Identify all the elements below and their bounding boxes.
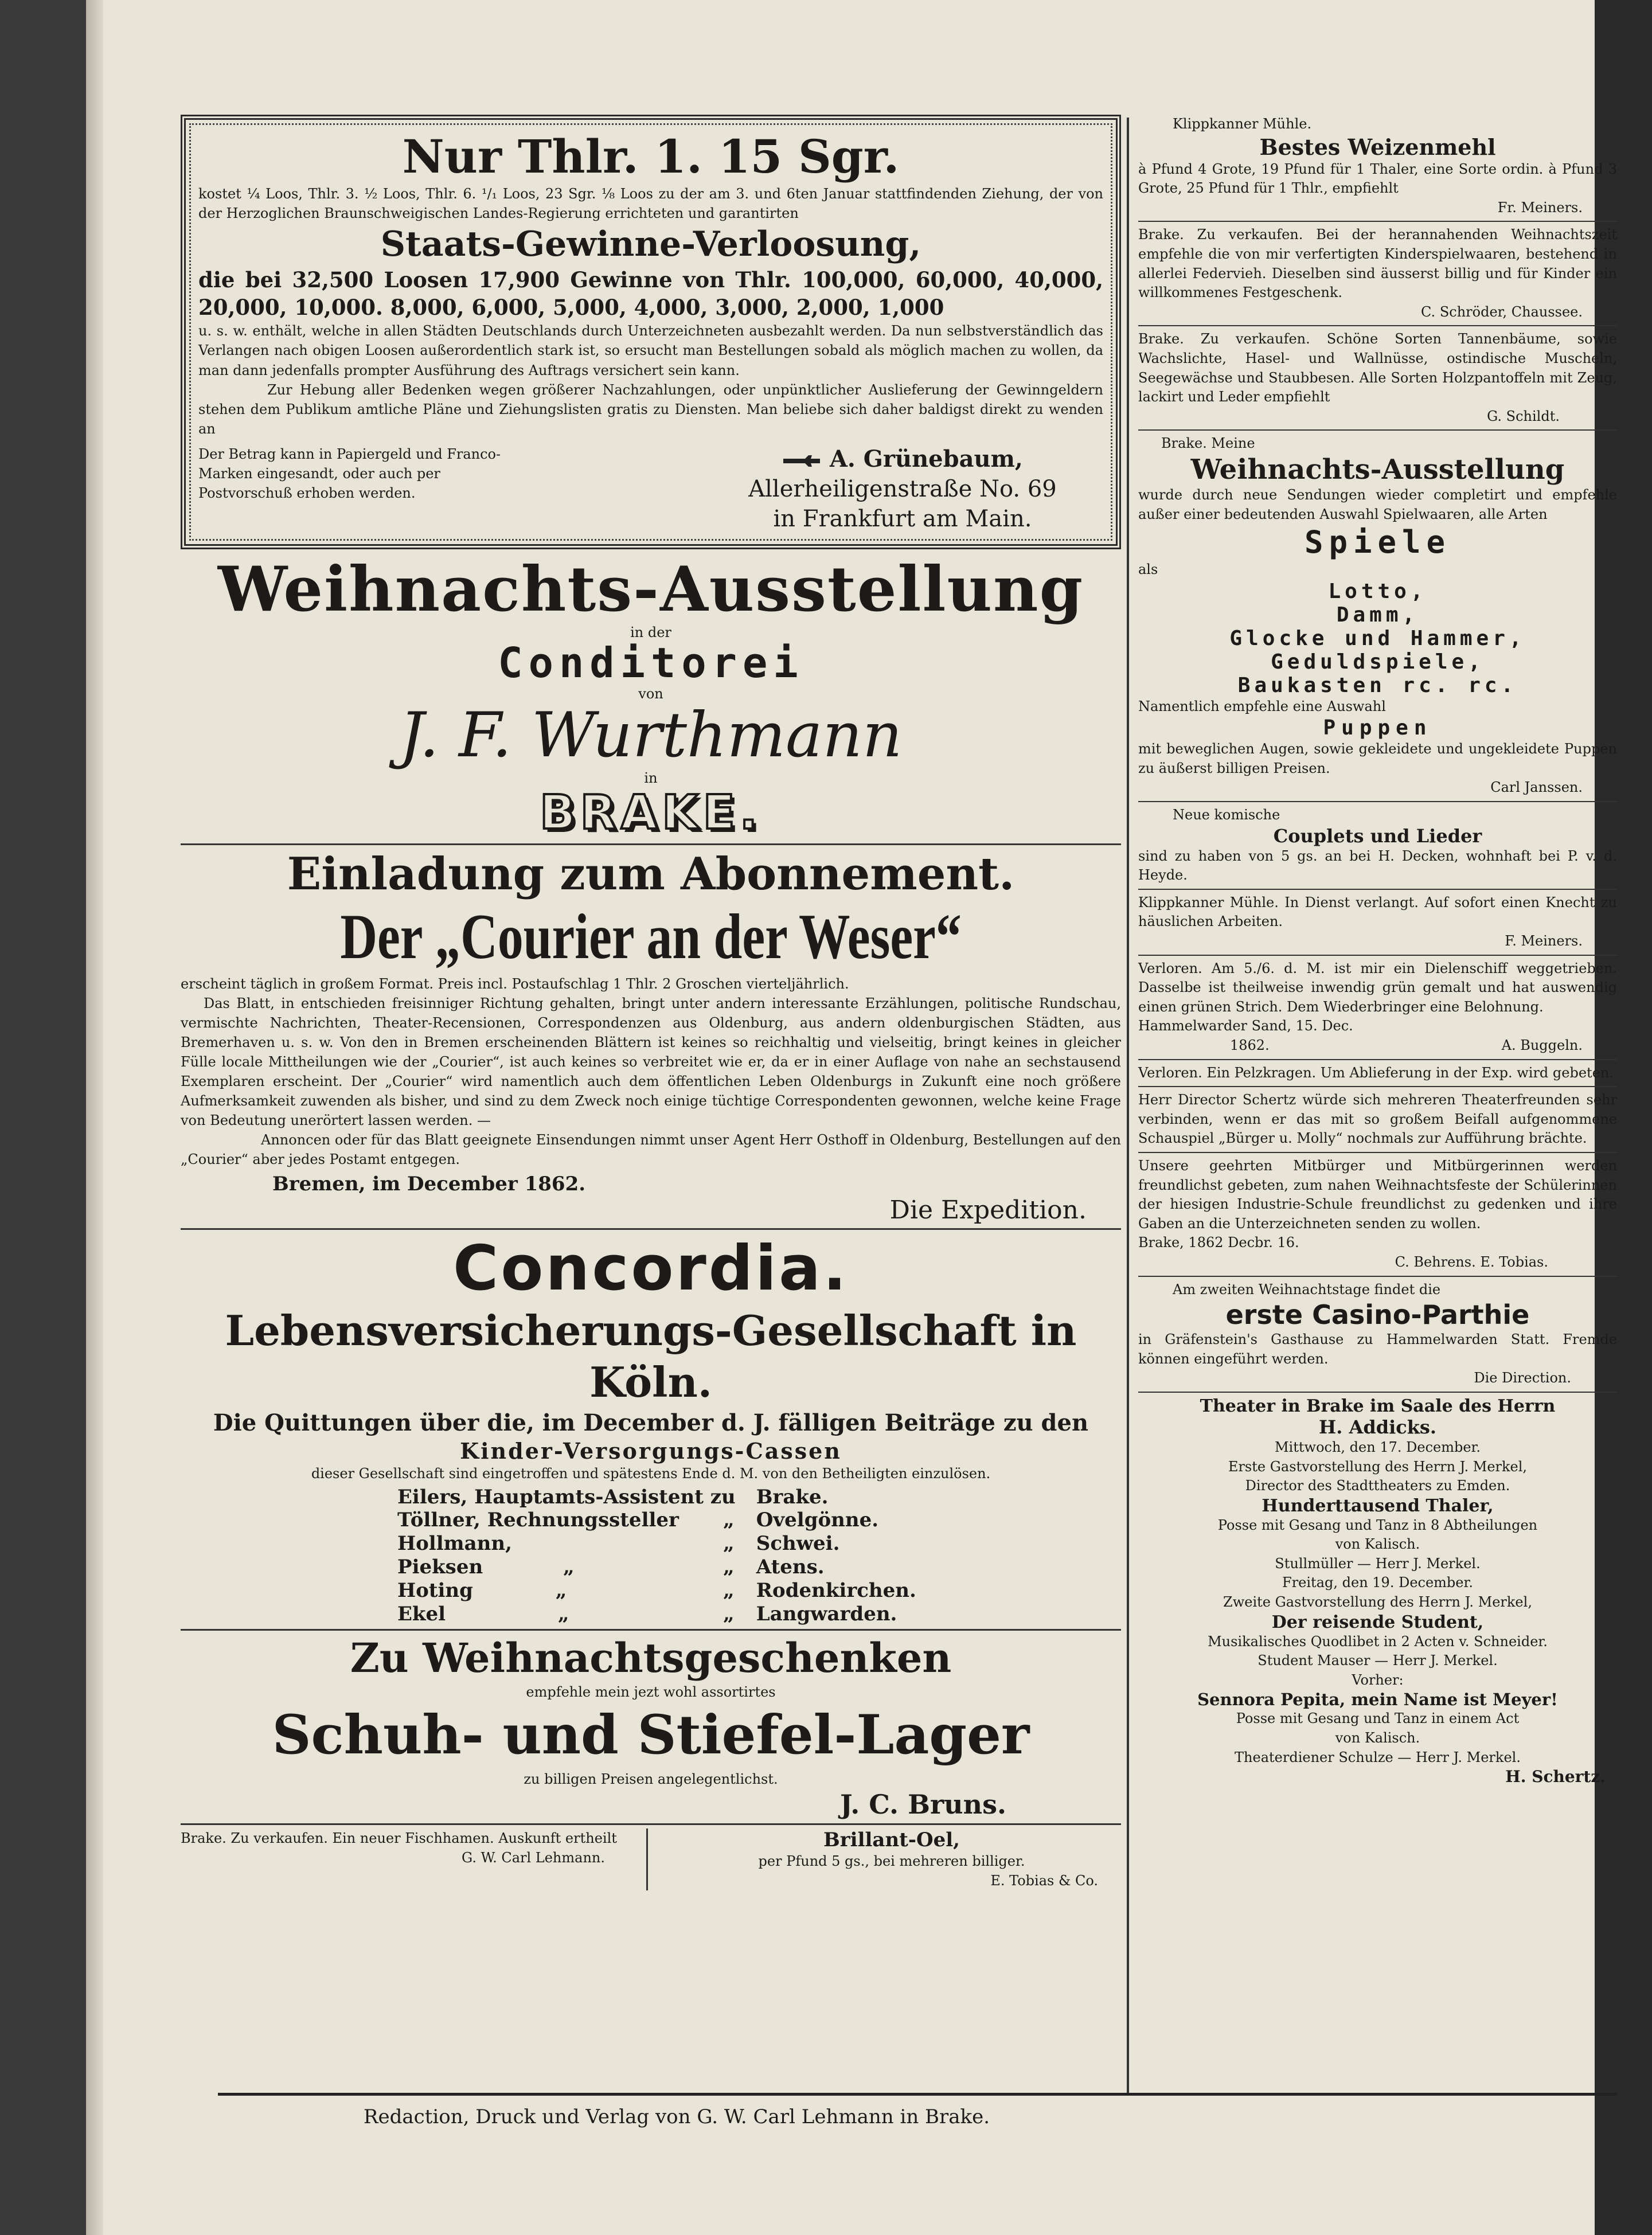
theater-l1: Erste Gastvorstellung des Herrn J. Merkel, bbox=[1228, 1458, 1528, 1475]
janssen-item: Damm, bbox=[1336, 603, 1419, 627]
janssen-spiele: Spiele bbox=[1304, 524, 1451, 561]
courier-signature: Die Expedition. bbox=[889, 1195, 1087, 1225]
theater-vorher: Vorher: bbox=[1352, 1671, 1404, 1688]
ditto-mark: „ bbox=[723, 1578, 735, 1602]
theater-sign: H. Schertz. bbox=[1505, 1767, 1606, 1787]
theater-date1: Mittwoch, den 17. December. bbox=[1274, 1439, 1481, 1455]
wurthmann-name: J. F. Wurthmann bbox=[399, 699, 903, 771]
janssen-lead: Brake. Meine bbox=[1161, 435, 1255, 452]
wurthmann-in-der: in der bbox=[630, 624, 671, 640]
agent-name bbox=[387, 1579, 712, 1603]
theater-title: Theater in Brake im Saale des Herrn bbox=[1200, 1396, 1556, 1416]
casino-title: erste Casino-Parthie bbox=[1225, 1299, 1530, 1331]
schertz-request-ad: Herr Director Schertz würde sich mehreren Theaterfreunden sehr verbinden, wenn er das mit so großem Beifall aufgenommene Schauspiel „Bürger u. Molly“ nochmals zur Aufführung brächte. bbox=[1138, 1092, 1617, 1147]
bruns-ad bbox=[181, 1634, 1121, 1820]
brillant-oel-sign: E. Tobias & Co. bbox=[990, 1873, 1098, 1889]
brillant-oel-title: Brillant-Oel, bbox=[823, 1828, 960, 1852]
agent-place: Langwarden. bbox=[756, 1602, 897, 1626]
divider bbox=[1138, 955, 1617, 956]
courier-p1: erscheint täglich in großem Format. Preis incl. Postaufschlag 1 Thlr. 2 Groschen vierteljährlich. bbox=[181, 975, 849, 992]
janssen-ad bbox=[1138, 434, 1617, 798]
divider bbox=[1138, 1392, 1617, 1393]
agent-row bbox=[387, 1486, 927, 1509]
couplets-lead: Neue komische bbox=[1173, 807, 1280, 823]
janssen-puppen: Puppen bbox=[1323, 716, 1432, 740]
ditto-mark: „ bbox=[555, 1578, 567, 1602]
janssen-sign: Carl Janssen. bbox=[1490, 779, 1583, 796]
divider bbox=[1138, 1276, 1617, 1277]
bruns-line: empfehle mein jezt wohl assortirtes bbox=[526, 1684, 776, 1701]
theater-l10: von Kalisch. bbox=[1335, 1730, 1420, 1746]
lottery-intro: kostet ¼ Loos, Thlr. 3. ½ Loos, Thlr. 6. ¹/₁ Loos, 23 Sgr. ⅛ Loos zu der am 3. und 6ten Januar stattfindenden Ziehung, der von der Herzoglichen Braunschweigischen Landes-Regierung errichteten und garantirten bbox=[198, 186, 1103, 222]
agent-name: Hollmann, bbox=[397, 1532, 512, 1556]
theater-l2: Director des Stadttheaters zu Emden. bbox=[1245, 1478, 1510, 1494]
theater-l6: Zweite Gastvorstellung des Herrn J. Merkel, bbox=[1223, 1594, 1532, 1611]
janssen-namentlich: Namentlich empfehle eine Auswahl bbox=[1138, 698, 1386, 714]
agent-name: Töllner, Rechnungssteller bbox=[397, 1509, 679, 1532]
courier-p3: Annoncen oder für das Blatt geeignete Einsendungen nimmt unser Agent Herr Osthoff in Oldenburg, Bestellungen auf den „Courier“ aber jedes Postamt entgegen. bbox=[181, 1132, 1121, 1168]
wurthmann-conditorei: Conditorei bbox=[498, 638, 804, 687]
theater-play2: Der reisende Student, bbox=[1271, 1612, 1484, 1632]
concordia-agents bbox=[387, 1486, 927, 1626]
agent-place: Atens. bbox=[756, 1555, 825, 1578]
divider bbox=[181, 843, 1121, 845]
theater-ad bbox=[1138, 1396, 1617, 1786]
lottery-title: Staats-Gewinne-Verloosung, bbox=[380, 224, 921, 265]
theater-l5: Stullmüller — Herr J. Merkel. bbox=[1275, 1555, 1481, 1572]
casino-text: in Gräfenstein's Gasthause zu Hammelwarden Statt. Fremde können eingeführt werden. bbox=[1138, 1331, 1617, 1367]
agent-street: Allerheiligenstraße No. 69 bbox=[748, 475, 1057, 502]
buggeln-year: 1862. bbox=[1230, 1037, 1270, 1053]
theater-l11: Theaterdiener Schulze — Herr J. Merkel. bbox=[1235, 1749, 1521, 1765]
column-rule bbox=[1127, 118, 1129, 2096]
schroeder-ad bbox=[1138, 225, 1617, 322]
divider bbox=[181, 1629, 1121, 1631]
lottery-footer bbox=[198, 444, 1103, 534]
agent-name-text: Ekel bbox=[397, 1602, 446, 1626]
agent-name: Eilers, Hauptamts-Assistent zu bbox=[397, 1485, 736, 1509]
wurthmann-in: in bbox=[644, 769, 658, 786]
ditto-mark: „ bbox=[558, 1602, 569, 1626]
janssen-item: Geduldspiele, bbox=[1271, 650, 1485, 674]
couplets-title: Couplets und Lieder bbox=[1273, 825, 1482, 847]
agent-place: Rodenkirchen. bbox=[756, 1578, 916, 1602]
behrens-date: Brake, 1862 Decbr. 16. bbox=[1138, 1234, 1299, 1251]
theater-l8: Student Mauser — Herr J. Merkel. bbox=[1257, 1652, 1498, 1669]
courier-p2: Das Blatt, in entschieden freisinniger Richtung gehalten, bringt unter andern interessante Erzählungen, politische Rundschau, vermischte Nachrichten, Theater-Recensionen, Correspondenzen aus Oldenburg, aus andern oldenburgischen Städten, aus Bremerhaven u. s. w. Von den in Bremen erscheinenden Blättern ist keines so reichhaltig und vielseitig, bringt keines in gleicher Fülle locale Mittheilungen wie der „Courier“, ist auch keines so verbreitet wie er, da er in einer Auflage von nahe an sechstausend Exemplaren erscheint. Der „Courier“ wird namentlich auch dem öffentlichen Leben Oldenburgs in Zukunft eine noch größere Aufmerksamkeit zuwenden als bisher, und sind zu dem Zweck noch einige tüchtige Correspondenten gewonnen, welche keine Frage von Bedeutung unerörtert lassen werden. — bbox=[181, 995, 1121, 1129]
imprint: Redaction, Druck und Verlag von G. W. Carl Lehmann in Brake. bbox=[363, 2105, 990, 2128]
buggeln-sign: A. Buggeln. bbox=[1501, 1037, 1583, 1053]
brillant-oel-ad bbox=[662, 1828, 1121, 1890]
theater-l4: von Kalisch. bbox=[1335, 1536, 1420, 1553]
theater-owner: H. Addicks. bbox=[1318, 1416, 1437, 1438]
agent-row bbox=[387, 1532, 927, 1556]
pelz-ad: Verloren. Ein Pelzkragen. Um Ablieferung in der Exp. wird gebeten. bbox=[1138, 1064, 1614, 1081]
schildt-sign: G. Schildt. bbox=[1487, 408, 1560, 424]
agent-place: Brake. bbox=[756, 1485, 829, 1509]
couplets-text: sind zu haben von 5 gs. an bei H. Decken, wohnhaft bei P. v. d. Heyde. bbox=[1138, 847, 1617, 884]
buggeln-signrow bbox=[1138, 1036, 1617, 1056]
bruns-title: Schuh- und Stiefel-Lager bbox=[272, 1703, 1030, 1767]
ditto-mark: „ bbox=[723, 1555, 735, 1578]
janssen-item: Glocke und Hammer, bbox=[1229, 626, 1526, 650]
theater-play3: Sennora Pepita, mein Name ist Meyer! bbox=[1197, 1690, 1558, 1710]
fischhamen-ad bbox=[181, 1828, 648, 1890]
divider bbox=[1138, 325, 1617, 326]
meiners-text: à Pfund 4 Grote, 19 Pfund für 1 Thaler, eine Sorte ordin. à Pfund 3 Grote, 25 Pfund für 1 Thlr., empfiehlt bbox=[1138, 161, 1617, 197]
meiners-knecht-ad bbox=[1138, 893, 1617, 951]
janssen-items bbox=[1138, 580, 1617, 697]
buggeln-place: Hammelwarder Sand, 15. Dec. bbox=[1138, 1018, 1353, 1034]
divider bbox=[1138, 1086, 1617, 1087]
agent-address bbox=[702, 444, 1103, 534]
courier-place-date: Bremen, im December 1862. bbox=[272, 1173, 586, 1196]
concordia-line3: dieser Gesellschaft sind eingetroffen und spätestens Ende d. M. von den Betheiligten einzulösen. bbox=[311, 1465, 991, 1482]
concordia-line1: Die Quittungen über die, im December d. J. fälligen Beiträge zu den bbox=[213, 1409, 1089, 1436]
concordia-line2: Kinder-Versorgungs-Cassen bbox=[460, 1437, 842, 1464]
agent-line bbox=[702, 444, 1103, 474]
lottery-body: u. s. w. enthält, welche in allen Städten Deutschlands durch Unterzeichneten ausbezahlt werden. Da nun selbstverständlich das Verlangen nach obigen Loosen außerordentlich stark ist, so ersucht man Bestellungen sobald als möglich machen zu wollen, da man dann jedenfalls prompter Ausführung des Auftrags versichert sein kann. bbox=[198, 323, 1103, 378]
janssen-title: Weihnachts-Ausstellung bbox=[1190, 453, 1565, 486]
agent-city: in Frankfurt am Main. bbox=[773, 505, 1032, 532]
lottery-headline: Nur Thlr. 1. 15 Sgr. bbox=[402, 130, 900, 183]
schroeder-text: Brake. Zu verkaufen. Bei der herannahenden Weihnachtszeit empfehle die von mir verfertigten Kinderspielwaaren, bestehend in allerlei Federvieh. Dieselben sind äusserst billig und für Kinder ein willkommenes Festgeschenk. bbox=[1138, 226, 1617, 301]
agent-place: Schwei. bbox=[756, 1532, 840, 1556]
agent-row bbox=[387, 1556, 927, 1579]
couplets-ad bbox=[1138, 806, 1617, 885]
agent-name-text: Pieksen bbox=[397, 1555, 483, 1578]
divider bbox=[1138, 221, 1617, 222]
agent-name: A. Grünebaum, bbox=[829, 445, 1023, 472]
janssen-text: wurde durch neue Sendungen wieder completirt und empfehle außer einer bedeutenden Auswahl Spielwaaren, alle Arten bbox=[1138, 486, 1617, 522]
ditto-mark: „ bbox=[723, 1532, 735, 1556]
wurthmann-ad bbox=[181, 555, 1121, 840]
imprint-rule bbox=[218, 2093, 1617, 2096]
courier-invite: Einladung zum Abonnement. bbox=[287, 848, 1015, 901]
meiners-sign: Fr. Meiners. bbox=[1497, 199, 1583, 216]
agent-name bbox=[387, 1603, 712, 1626]
concordia-ad bbox=[181, 1233, 1121, 1626]
brillant-oel-text: per Pfund 5 gs., bei mehreren billiger. bbox=[758, 1853, 1025, 1870]
bottom-ads bbox=[181, 1828, 1121, 1890]
concordia-title: Concordia. bbox=[452, 1233, 849, 1305]
divider bbox=[1138, 1059, 1617, 1060]
courier-title: Der „Courier an der Weser“ bbox=[340, 901, 962, 972]
schildt-text: Brake. Zu verkaufen. Schöne Sorten Tannenbäume, sowie Wachslichte, Hasel- und Wallnüsse, ostindische Muscheln, Seegewächse und Staubbesen. Alle Sorten Holzpantoffeln mit Zeug, lackirt und Leder empfiehlt bbox=[1138, 331, 1617, 405]
fischhamen-sign: G. W. Carl Lehmann. bbox=[462, 1850, 605, 1866]
meiners-knecht-text: Klippkanner Mühle. In Dienst verlangt. Auf sofort einen Knecht zu häuslichen Arbeiten. bbox=[1138, 894, 1617, 930]
meiners-title: Bestes Weizenmehl bbox=[1259, 134, 1496, 160]
payment-note: Der Betrag kann in Papiergeld und Franco-Marken eingesandt, oder auch per Postvorschuß erhoben werden. bbox=[198, 446, 501, 501]
theater-l7: Musikalisches Quodlibet in 2 Acten v. Schneider. bbox=[1208, 1633, 1548, 1650]
theater-l3: Posse mit Gesang und Tanz in 8 Abtheilungen bbox=[1217, 1517, 1538, 1533]
schildt-ad bbox=[1138, 330, 1617, 426]
courier-ad bbox=[181, 849, 1121, 1225]
meiners-flour-ad bbox=[1138, 115, 1617, 217]
schroeder-sign: C. Schröder, Chaussee. bbox=[1421, 303, 1583, 320]
lottery-body2: Zur Hebung aller Bedenken wegen größerer Nachzahlungen, oder unpünktlicher Auslieferung der Gewinngeldern stehen dem Publikum amtliche Pläne und Ziehungslisten gratis zu Diensten. Man beliebe sich daher baldigst direkt zu wenden an bbox=[198, 381, 1103, 437]
pointing-hand-icon bbox=[782, 453, 822, 469]
agent-row bbox=[387, 1579, 927, 1603]
divider bbox=[1138, 801, 1617, 802]
casino-ad bbox=[1138, 1280, 1617, 1388]
divider bbox=[181, 1823, 1121, 1825]
lottery-ad bbox=[181, 115, 1121, 549]
divider bbox=[1138, 1152, 1617, 1153]
fischhamen-text: Brake. Zu verkaufen. Ein neuer Fischhamen. Auskunft ertheilt bbox=[181, 1830, 617, 1847]
meiners-knecht-sign: F. Meiners. bbox=[1505, 933, 1583, 950]
bruns-name: J. C. Bruns. bbox=[840, 1789, 1006, 1820]
meiners-head: Klippkanner Mühle. bbox=[1173, 116, 1312, 132]
theater-play1: Hunderttausend Thaler, bbox=[1262, 1495, 1494, 1516]
agent-row bbox=[387, 1509, 927, 1532]
bruns-price: zu billigen Preisen angelegentlichst. bbox=[524, 1771, 778, 1787]
agent-place: Ovelgönne. bbox=[756, 1509, 879, 1532]
theater-date2: Freitag, den 19. December. bbox=[1282, 1574, 1473, 1591]
wurthmann-town: BRAKE. bbox=[540, 785, 762, 840]
left-column bbox=[181, 115, 1121, 1890]
agent-name-text: Hoting bbox=[397, 1578, 473, 1602]
janssen-item: Baukasten rc. rc. bbox=[1237, 673, 1518, 697]
buggeln-ad bbox=[1138, 959, 1617, 1056]
lottery-prizes: die bei 32,500 Loosen 17,900 Gewinne von Thlr. 100,000, 60,000, 40,000, 20,000, 10,000. 8,000, 6,000, 5,000, 4,000, 3,000, 2,000, 1,000 bbox=[198, 267, 1103, 321]
janssen-als: als bbox=[1138, 561, 1158, 578]
right-column bbox=[1138, 115, 1617, 1786]
divider bbox=[1138, 429, 1617, 431]
divider bbox=[1138, 889, 1617, 890]
ditto-mark: „ bbox=[723, 1602, 735, 1626]
janssen-item: Lotto, bbox=[1328, 579, 1427, 603]
divider bbox=[181, 1228, 1121, 1230]
behrens-ad bbox=[1138, 1156, 1617, 1272]
agent-name bbox=[387, 1556, 712, 1579]
casino-sign: Die Direction. bbox=[1474, 1370, 1571, 1386]
page-edge bbox=[86, 0, 103, 2235]
concordia-subtitle: Lebensversicherungs-Gesellschaft in Köln. bbox=[225, 1306, 1077, 1406]
janssen-puppen-text: mit beweglichen Augen, sowie gekleidete und ungekleidete Puppen zu äußerst billigen Preisen. bbox=[1138, 741, 1617, 776]
wurthmann-title: Weihnachts-Ausstellung bbox=[217, 553, 1084, 626]
buggeln-text: Verloren. Am 5./6. d. M. ist mir ein Dielenschiff weggetrieben. Dasselbe ist theilweise inwendig grün gemalt und hat auswendig einen grünen Strich. Dem Wiederbringer eine Belohnung. bbox=[1138, 960, 1617, 1015]
bruns-headline: Zu Weihnachtsgeschenken bbox=[350, 1634, 952, 1682]
theater-l9: Posse mit Gesang und Tanz in einem Act bbox=[1236, 1710, 1520, 1727]
ditto-mark: „ bbox=[723, 1509, 735, 1532]
ditto-mark: „ bbox=[563, 1555, 575, 1578]
behrens-text: Unsere geehrten Mitbürger und Mitbürgerinnen werden freundlichst gebeten, zum nahen Weihnachtsfeste der Schülerinnen der hiesigen Industrie-Schule freundlichst zu gedenken und ihre Gaben an die Unterzeichneten senden zu wollen. bbox=[1138, 1157, 1617, 1232]
agent-row bbox=[387, 1603, 927, 1626]
behrens-sign: C. Behrens. E. Tobias. bbox=[1395, 1253, 1548, 1270]
casino-lead: Am zweiten Weihnachtstage findet die bbox=[1173, 1281, 1441, 1298]
wurthmann-von: von bbox=[638, 685, 663, 702]
